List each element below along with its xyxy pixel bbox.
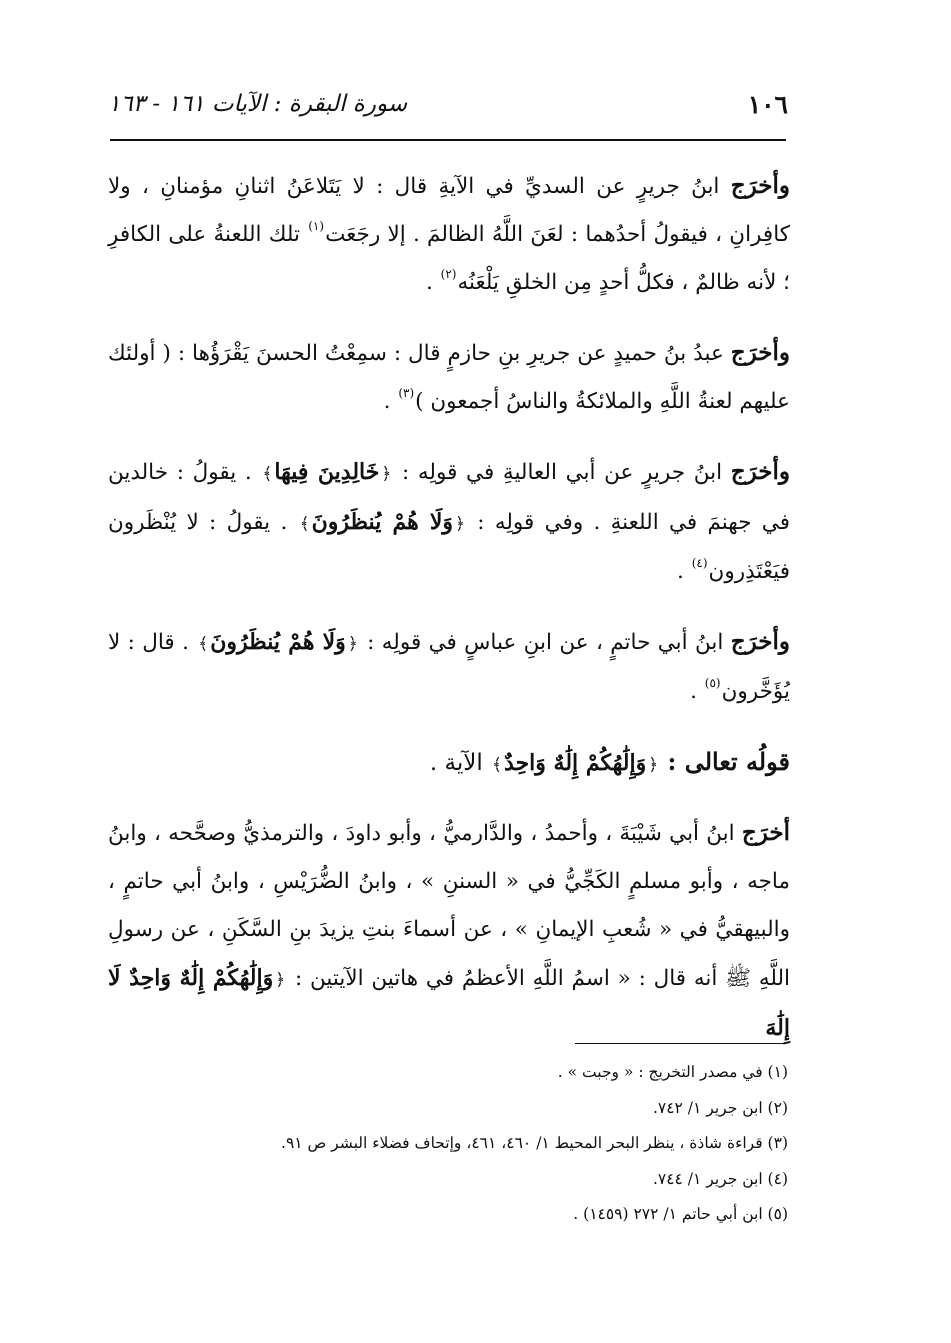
header-divider xyxy=(110,139,786,141)
page-header xyxy=(108,84,788,124)
footnote: (١) في مصدر التخريج : « وجبت » . xyxy=(557,1063,788,1081)
paragraph-lead: وأخرَج xyxy=(730,172,790,199)
paragraph-lead: أخرَج xyxy=(741,819,790,846)
quran-verse: وَإِلَٰهُكُمْ إِلَٰهٌ وَاحِدٌ xyxy=(504,750,647,776)
quran-quote: وَإِلَٰهُكُمْ إِلَٰهٌ وَاحِدٌ لَا إِلَٰهَ xyxy=(108,965,790,1041)
heading-lead: قولُه تعالى : xyxy=(667,747,790,776)
ornate-brace: ﴿ xyxy=(381,464,392,484)
footnote: (٤) ابن جرير ١/ ٧٤٤. xyxy=(652,1169,788,1188)
paragraph-text: . قال : لا يُؤَخَّرون xyxy=(108,630,790,704)
ornate-brace: ﴿ xyxy=(455,514,465,534)
paragraph xyxy=(108,162,790,307)
footnote-divider xyxy=(575,1043,785,1044)
running-title: سورة البقرة : الآيات ١٦١ - ١٦٣ xyxy=(108,91,408,117)
paragraph-lead: وأخرَج xyxy=(730,628,790,655)
heading-tail: الآية . xyxy=(429,750,483,776)
paragraph xyxy=(108,329,790,426)
ornate-brace: ﴾ xyxy=(262,464,273,484)
paragraph-text: عبدُ بنُ حميدٍ عن جريرِ بنِ حازمٍ قال : سمِعْتُ الحسنَ يَقْرَؤُها : ( أولئك عليهم لعنةُ اللَّهِ والملائكةُ والناسُ أجمعون ) xyxy=(108,341,790,414)
ornate-brace-open: ﴿ xyxy=(648,755,659,775)
paragraph-text: ابنُ جريرٍ عن السديِّ في الآيةِ قال : لا يَتَلاعَنُ اثنانِ مؤمنانِ ، ولا كافِرانِ ، فيقولُ أحدُهما : لعَنَ اللَّهُ الظالمَ . إلا رجَعَت xyxy=(108,174,790,247)
paragraph xyxy=(108,618,790,716)
ornate-brace: ﴿ xyxy=(347,634,358,654)
paragraph-text: . xyxy=(383,389,398,414)
main-text xyxy=(108,162,790,1053)
paragraph-text: . يقولُ : لا يُنْظَرون فيَعْتَذِرون xyxy=(108,510,790,584)
footnote-reference: (٢) xyxy=(440,267,457,282)
verse-heading xyxy=(108,738,790,789)
paragraph-text: . يقولُ : خالدين في جهنمَ في اللعنةِ . وفي قولِه : xyxy=(108,460,790,535)
quran-quote: خَالِدِينَ فِيهَا xyxy=(274,459,380,485)
paragraph-lead: وأخرَج xyxy=(730,339,790,366)
quran-quote: وَلَا هُمْ يُنظَرُونَ xyxy=(311,509,454,535)
paragraph-text: ابنُ أبي حاتمٍ ، عن ابنِ عباسٍ في قولِه : xyxy=(359,630,731,655)
page-number: ١٠٦ xyxy=(747,89,788,119)
ornate-brace: ﴾ xyxy=(198,634,209,654)
paragraph xyxy=(108,448,790,596)
footnote-reference: (٥) xyxy=(704,676,721,691)
footnote-reference: (٤) xyxy=(691,556,708,571)
paragraph-text: . xyxy=(425,270,440,295)
quran-quote: وَلَا هُمْ يُنظَرُونَ xyxy=(210,629,346,655)
ornate-brace: ﴾ xyxy=(299,514,310,534)
paragraph xyxy=(108,809,790,1053)
paragraph-text: . xyxy=(690,679,704,704)
paragraph-text: ابنُ أبي شَيْبَةَ ، وأحمدُ ، والدَّارميُّ ، وأبو داودَ ، والترمذيُّ وصحَّحه ، وابنُ ماجه ، وأبو مسلمٍ الكَجِّيُّ في « السننِ » ، وابنُ الضُّرَيْسِ ، وابنُ أبي حاتمٍ ، والبيهقيُّ في « شُعبِ الإيمانِ » ، عن أسماءَ بنتِ يزيدَ بنِ السَّكَنِ ، عن رسولِ اللَّهِ ﷺ أنه قال : « اسمُ اللَّهِ الأعظمُ في هاتين الآيتين : xyxy=(108,821,791,991)
paragraph-lead: وأخرَج xyxy=(730,458,790,485)
footnotes xyxy=(108,1063,788,1241)
ornate-brace-close: ﴾ xyxy=(492,755,503,775)
footnote: (٣) قراءة شاذة ، ينظر البحر المحيط ١/ ٤٦٠، ٤٦١، وإتحاف فضلاء البشر ص ٩١. xyxy=(281,1134,788,1152)
footnote: (٥) ابن أبي حاتم ١/ ٢٧٢ (١٤٥٩) . xyxy=(573,1205,788,1223)
paragraph-text: ابنُ جريرٍ عن أبي العاليةِ في قولِه : xyxy=(393,460,731,485)
footnote: (٢) ابن جرير ١/ ٧٤٢. xyxy=(652,1098,788,1117)
footnote-reference: (١) xyxy=(308,219,325,234)
paragraph-text: . xyxy=(677,559,691,584)
footnote-reference: (٣) xyxy=(398,386,415,401)
paragraph-text: تلك اللعنةُ على الكافرِ ؛ لأنه ظالمٌ ، فكلُّ أحدٍ مِن الخلقِ يَلْعَنُه xyxy=(108,222,790,295)
ornate-brace: ﴿ xyxy=(275,970,286,990)
